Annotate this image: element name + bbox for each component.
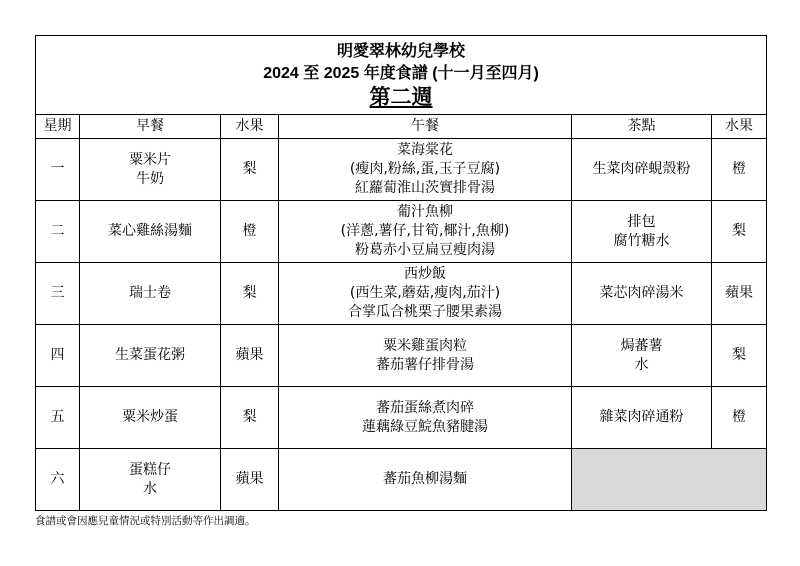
breakfast-cell <box>80 139 221 201</box>
lunch-cell-line: 粉葛赤小豆扁豆瘦肉湯 <box>355 242 495 258</box>
lunch-cell <box>279 201 572 263</box>
lunch-cell-line: 粟米雞蛋肉粒 <box>383 337 467 354</box>
breakfast-cell <box>80 201 221 263</box>
fruit-cell: 梨 <box>221 263 279 325</box>
menu-table <box>35 35 767 511</box>
breakfast-cell-line: 粟米炒蛋 <box>122 409 178 425</box>
day-cell: 一 <box>36 139 80 201</box>
lunch-cell-line: (洋蔥,薯仔,甘筍,椰汁,魚柳) <box>340 223 510 239</box>
breakfast-cell-line: 生菜蛋花粥 <box>115 347 185 363</box>
lunch-cell-line: 蕃茄魚柳湯麵 <box>383 471 467 487</box>
breakfast-cell <box>80 263 221 325</box>
table-row <box>36 387 767 449</box>
breakfast-cell <box>80 387 221 449</box>
col-header-fruit-2: 水果 <box>712 115 767 139</box>
tea-cell-line: 雜菜肉碎通粉 <box>599 409 684 425</box>
col-header-breakfast: 早餐 <box>80 115 221 139</box>
menu-sheet <box>35 35 766 511</box>
fruit-cell: 梨 <box>712 201 767 263</box>
tea-cell <box>572 263 712 325</box>
lunch-cell <box>279 325 572 387</box>
col-header-lunch: 午餐 <box>279 115 572 139</box>
breakfast-cell-line: 牛奶 <box>136 170 164 187</box>
tea-cell-line: 焗蕃薯 <box>620 337 663 354</box>
tea-cell-line: 腐竹糖水 <box>613 232 670 249</box>
col-header-day: 星期 <box>36 115 80 139</box>
menu-body <box>36 139 767 511</box>
fruit-cell: 橙 <box>712 139 767 201</box>
lunch-cell <box>279 139 572 201</box>
table-row <box>36 449 767 511</box>
tea-cell <box>572 387 712 449</box>
lunch-cell-line: 蕃茄薯仔排骨湯 <box>376 356 474 373</box>
day-cell: 三 <box>36 263 80 325</box>
fruit-cell: 蘋果 <box>221 325 279 387</box>
school-name: 明愛翠林幼兒學校 <box>337 43 466 60</box>
day-cell: 二 <box>36 201 80 263</box>
tea-cell <box>572 139 712 201</box>
fruit-cell: 橙 <box>221 201 279 263</box>
col-header-tea: 茶點 <box>572 115 712 139</box>
footnote: 食譜或會因應兒童情況或特別活動等作出調適。 <box>35 515 256 527</box>
lunch-cell-line: (西生菜,蘑菇,瘦肉,茄汁) <box>349 285 501 301</box>
day-cell: 五 <box>36 387 80 449</box>
column-header-row <box>36 115 767 139</box>
fruit-cell: 梨 <box>712 325 767 387</box>
tea-cell-line: 生菜肉碎蜆殼粉 <box>592 161 691 177</box>
col-header-fruit-1: 水果 <box>221 115 279 139</box>
lunch-cell-line: 紅蘿蔔淮山茨實排骨湯 <box>355 180 495 196</box>
tea-cell-line: 排包 <box>627 213 656 230</box>
empty-shaded-cell <box>572 449 767 511</box>
fruit-cell: 橙 <box>712 387 767 449</box>
breakfast-cell-line: 蛋糕仔 <box>129 461 171 478</box>
title-block <box>36 36 767 115</box>
tea-cell <box>572 325 712 387</box>
breakfast-cell-line: 瑞士卷 <box>129 285 171 301</box>
fruit-cell: 梨 <box>221 387 279 449</box>
week-label: 第二週 <box>369 86 433 109</box>
lunch-cell <box>279 449 572 511</box>
breakfast-cell <box>80 449 221 511</box>
lunch-cell <box>279 263 572 325</box>
breakfast-cell-line: 水 <box>143 480 157 497</box>
day-cell: 四 <box>36 325 80 387</box>
tea-cell-line: 水 <box>634 356 649 373</box>
lunch-cell-line: 西炒飯 <box>404 266 446 282</box>
table-row <box>36 139 767 201</box>
lunch-cell-line: 菜海棠花 <box>397 142 453 158</box>
breakfast-cell <box>80 325 221 387</box>
day-cell: 六 <box>36 449 80 511</box>
breakfast-cell-line: 粟米片 <box>129 151 171 168</box>
fruit-cell: 梨 <box>221 139 279 201</box>
table-row <box>36 325 767 387</box>
tea-cell-line: 菜芯肉碎湯米 <box>599 285 684 301</box>
tea-cell <box>572 201 712 263</box>
lunch-cell-line: (瘦肉,粉絲,蛋,玉子豆腐) <box>349 161 501 177</box>
breakfast-cell-line: 菜心雞絲湯麵 <box>108 223 192 239</box>
lunch-cell-line: 葡汁魚柳 <box>397 204 453 220</box>
menu-period: 2024 至 2025 年度食譜 (十一月至四月) <box>263 65 539 82</box>
lunch-cell-line: 合掌瓜合桃栗子腰果素湯 <box>348 304 502 320</box>
lunch-cell-line: 蕃茄蛋絲煮肉碎 <box>376 399 474 416</box>
fruit-cell: 蘋果 <box>221 449 279 511</box>
table-row <box>36 263 767 325</box>
fruit-cell: 蘋果 <box>712 263 767 325</box>
table-row <box>36 201 767 263</box>
lunch-cell <box>279 387 572 449</box>
lunch-cell-line: 蓮藕綠豆鯇魚豬腱湯 <box>362 418 488 435</box>
